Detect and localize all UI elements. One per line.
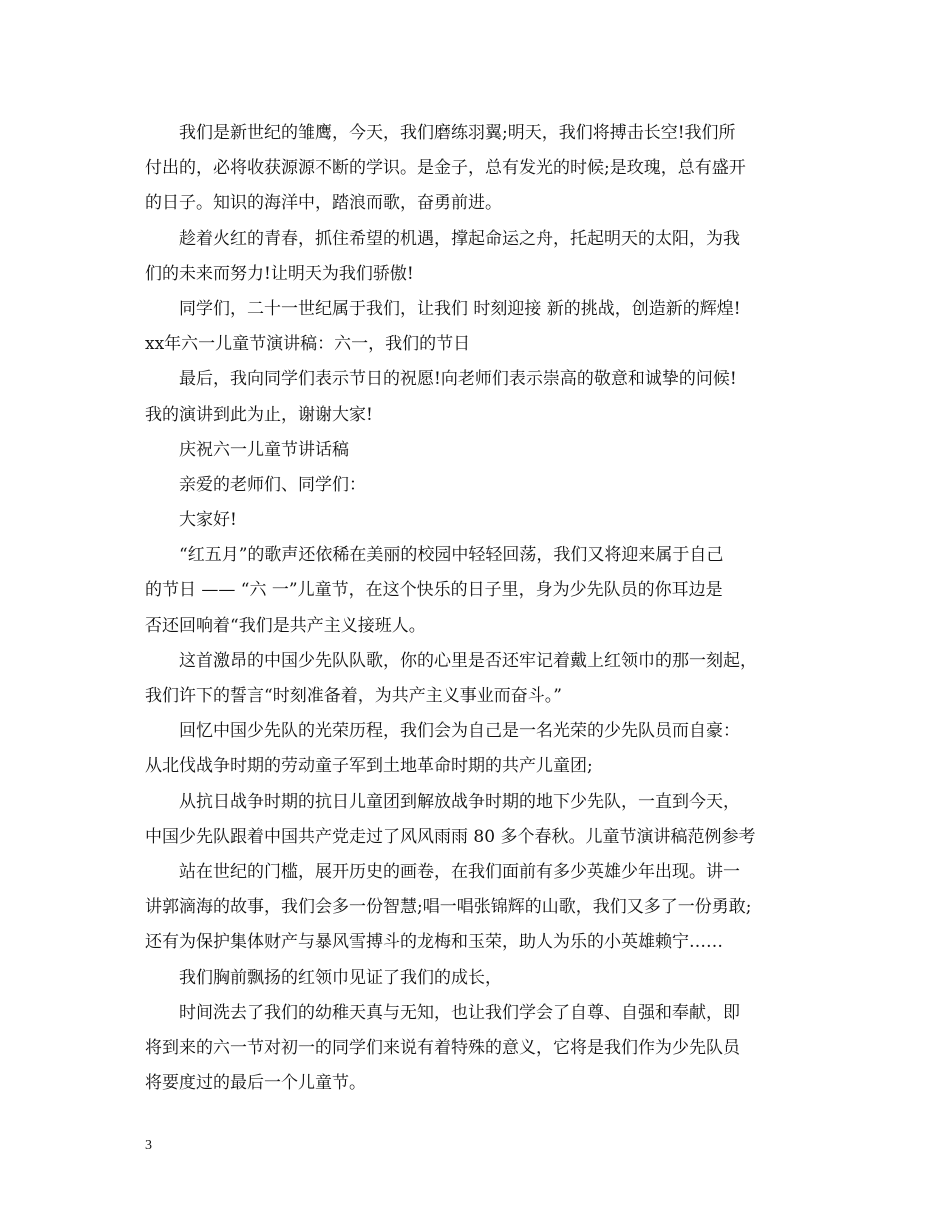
text-line: 将到来的六一节对初一的同学们来说有着特殊的意义，它将是我们作为少先队员 (145, 1037, 740, 1058)
text-line: 的日子。知识的海洋中，踏浪而歌，奋勇前进。 (145, 193, 502, 214)
text-line: 时间洗去了我们的幼稚天真与无知，也让我们学会了自尊、自强和奉献，即 (179, 1002, 740, 1023)
text-line: 付出的，必将收获源源不断的学识。是金子，总有发光的时候;是玫瑰，总有盛开 (145, 158, 746, 179)
text-line: 我的演讲到此为止，谢谢大家! (145, 404, 373, 425)
text-line: xx年六一儿童节演讲稿：六一，我们的节日 (145, 334, 471, 355)
text-line: 否还回响着“我们是共产主义接班人。 (145, 615, 426, 636)
text-line: 大家好! (179, 510, 237, 531)
text-line: 站在世纪的门槛，展开历史的画卷，在我们面前有多少英雄少年出现。讲一 (179, 861, 740, 882)
text-line: 我们许下的誓言“时刻准备着，为共产主义事业而奋斗。” (145, 686, 562, 706)
text-line: “红五月”的歌声还依稀在美丽的校园中轻轻回荡，我们又将迎来属于自己 (179, 545, 724, 566)
document-body (145, 116, 815, 1101)
page-number: 3 (145, 1138, 152, 1153)
text-line: 们的未来而努力!让明天为我们骄傲! (145, 263, 414, 284)
text-line: 趁着火红的青春，抓住希望的机遇，撑起命运之舟，托起明天的太阳，为我 (179, 228, 740, 249)
text-line: 我们是新世纪的雏鹰，今天，我们磨练羽翼;明天，我们将搏击长空!我们所 (179, 123, 736, 143)
text-line: 从北伐战争时期的劳动童子军到土地革命时期的共产儿童团; (145, 756, 593, 777)
text-line: 讲郭滴海的故事，我们会多一份智慧;唱一唱张锦辉的山歌，我们又多了一份勇敢; (145, 897, 752, 918)
text-line: 这首激昂的中国少先队队歌，你的心里是否还牢记着戴上红领巾的那一刻起， (179, 650, 757, 671)
text-line: 还有为保护集体财产与暴风雪搏斗的龙梅和玉荣，助人为乐的小英雄赖宁…… (145, 932, 723, 953)
text-line: 亲爱的老师们、同学们： (179, 474, 366, 495)
text-line: 最后，我向同学们表示节日的祝愿!向老师们表示崇高的敬意和诚挚的问候! (179, 369, 737, 390)
text-line: 的节日 —— “六 一”儿童节，在这个快乐的日子里，身为少先队员的你耳边是 (145, 580, 723, 601)
text-line: 回忆中国少先队的光荣历程，我们会为自己是一名光荣的少先队员而自豪： (179, 721, 740, 742)
text-line: 我们胸前飘扬的红领巾见证了我们的成长， (179, 967, 502, 988)
text-line: 中国少先队跟着中国共产党走过了风风雨雨 80 多个春秋。儿童节演讲稿范例参考 (145, 826, 756, 847)
text-line: 庆祝六一儿童节讲话稿 (179, 439, 349, 460)
text-line: 从抗日战争时期的抗日儿童团到解放战争时期的地下少先队，一直到今天， (179, 791, 740, 812)
text-line: 同学们，二十一世纪属于我们，让我们 时刻迎接 新的挑战，创造新的辉煌! (179, 298, 741, 319)
text-line: 将要度过的最后一个儿童节。 (145, 1073, 366, 1094)
